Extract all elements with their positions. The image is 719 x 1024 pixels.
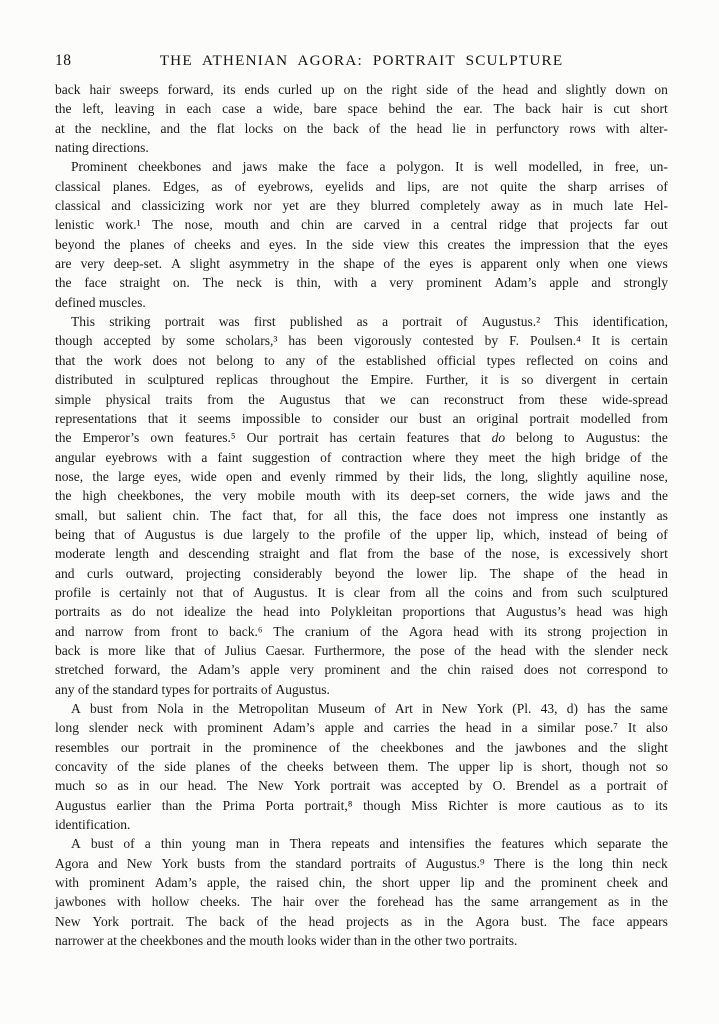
paragraph bbox=[55, 157, 668, 312]
text-line: beyond the planes of cheeks and eyes. In the side view this creates the impression that the eyes bbox=[55, 236, 668, 252]
text-line: A bust from Nola in the Metropolitan Museum of Art in New York (Pl. 43, d) has the same bbox=[71, 701, 668, 716]
text-line: the face straight on. The neck is thin, with a very prominent Adam’s apple and strongly bbox=[55, 275, 668, 291]
text-line: stretched forward, the Adam’s apple very prominent and the chin raised does not correspond to bbox=[55, 662, 668, 678]
text-line: distributed in sculptured replicas throughout the Empire. Further, it is so divergent in certain bbox=[55, 372, 668, 388]
page-number: 18 bbox=[55, 52, 72, 69]
text-line: and curls outward, projecting considerably beyond the lower lip. The shape of the head in bbox=[55, 565, 668, 581]
paragraph bbox=[55, 312, 668, 699]
text-line: any of the standard types for portraits of Augustus. bbox=[55, 681, 330, 697]
text-line: are very deep-set. A slight asymmetry in the shape of the eyes is apparent only when one views bbox=[55, 256, 668, 272]
text-line: at the neckline, and the flat locks on the back of the head lie in perfunctory rows with alter- bbox=[55, 120, 668, 136]
paragraph bbox=[55, 699, 668, 834]
paragraph bbox=[55, 834, 668, 950]
running-title: THE ATHENIAN AGORA: PORTRAIT SCULPTURE bbox=[159, 52, 564, 69]
page-body bbox=[55, 80, 668, 950]
text-line: A bust of a thin young man in Thera repeats and intensifies the features which separate the bbox=[71, 836, 668, 852]
text-line: lenistic work.¹ The nose, mouth and chin are carved in a central ridge that projects far out bbox=[55, 217, 668, 233]
text-line: Agora and New York busts from the standard portraits of Augustus.⁹ There is the long thin neck bbox=[55, 855, 668, 871]
text-line: concavity of the side planes of the cheeks between them. The upper lip is short, though not so bbox=[55, 759, 668, 775]
paragraph bbox=[55, 80, 668, 157]
text-line: the left, leaving in each case a wide, bare space behind the ear. The back hair is cut short bbox=[55, 101, 668, 117]
text-line: much so as in our head. The New York portrait was accepted by O. Brendel as a portrait of bbox=[55, 778, 668, 794]
text-line: back is more like that of Julius Caesar. Furthermore, the pose of the head with the slender neck bbox=[55, 642, 668, 658]
text-line: Prominent cheekbones and jaws make the face a polygon. It is well modelled, in free, un- bbox=[71, 159, 668, 175]
text-line: portraits as do not idealize the head into Polykleitan proportions that Augustus’s head was high bbox=[55, 604, 668, 620]
text-line: the high cheekbones, the very mobile mouth with its deep-set corners, the wide jaws and the bbox=[55, 488, 668, 504]
text-line: narrower at the cheekbones and the mouth looks wider than in the other two portraits. bbox=[55, 933, 518, 949]
text-line: profile is certainly not that of Augustus. It is clear from all the coins and from such sculptured bbox=[55, 584, 668, 600]
text-line: classical planes. Edges, as of eyebrows, eyelids and lips, are not quite the sharp arrises of bbox=[55, 178, 668, 194]
text-line: and narrow from front to back.⁶ The cranium of the Agora head with its strong projection in bbox=[55, 623, 668, 639]
running-header bbox=[55, 53, 668, 71]
text-line: identification. bbox=[55, 817, 131, 833]
text-line: nose, the large eyes, wide open and evenly rimmed by their lids, the long, slightly aquiline nose, bbox=[55, 468, 668, 484]
text-line: moderate length and descending straight and flat from the base of the nose, is excessively short bbox=[55, 546, 668, 562]
text-line: small, but salient chin. The fact that, for all this, the face does not impress one instantly as bbox=[55, 507, 668, 523]
text-line: Augustus earlier than the Prima Porta portrait,⁸ though Miss Richter is more cautious as to its bbox=[55, 797, 668, 813]
text-line: the Emperor’s own features.⁵ Our portrait has certain features that do belong to Augustus: the bbox=[55, 430, 668, 446]
text-line: classical and classicizing work nor yet are they blurred completely away as in much late Hel- bbox=[55, 198, 668, 214]
text-line: jawbones with hollow cheeks. The hair over the forehead has the same arrangement as in the bbox=[55, 894, 668, 910]
text-line: that the work does not belong to any of the established official types reflected on coins and bbox=[55, 352, 668, 368]
text-line: defined muscles. bbox=[55, 294, 146, 310]
text-line: nating directions. bbox=[55, 140, 149, 156]
text-line: resembles our portrait in the prominence of the cheekbones and the jawbones and the slight bbox=[55, 739, 668, 755]
text-line: though accepted by some scholars,³ has been vigorously contested by F. Poulsen.⁴ It is certain bbox=[55, 333, 668, 349]
text-line: This striking portrait was first published as a portrait of Augustus.² This identification, bbox=[71, 314, 668, 330]
text-line: representations that it seems impossible to consider our bust an original portrait modelled from bbox=[55, 410, 668, 426]
text-line: long slender neck with prominent Adam’s apple and carries the head in a similar pose.⁷ It also bbox=[55, 720, 668, 736]
text-line: simple physical traits from the Augustus that we can reconstruct from these wide-spread bbox=[55, 391, 668, 407]
text-line: being that of Augustus is due largely to the profile of the upper lip, which, instead of being of bbox=[55, 526, 668, 542]
text-line: back hair sweeps forward, its ends curled up on the right side of the head and slightly down on bbox=[55, 82, 668, 97]
text-line: New York portrait. The back of the head projects as in the Agora bust. The face appears bbox=[55, 913, 668, 929]
text-line: angular eyebrows with a faint suggestion of contraction where they meet the high bridge of the bbox=[55, 449, 668, 465]
text-line: with prominent Adam’s apple, the raised chin, the short upper lip and the prominent cheek and bbox=[55, 875, 668, 891]
